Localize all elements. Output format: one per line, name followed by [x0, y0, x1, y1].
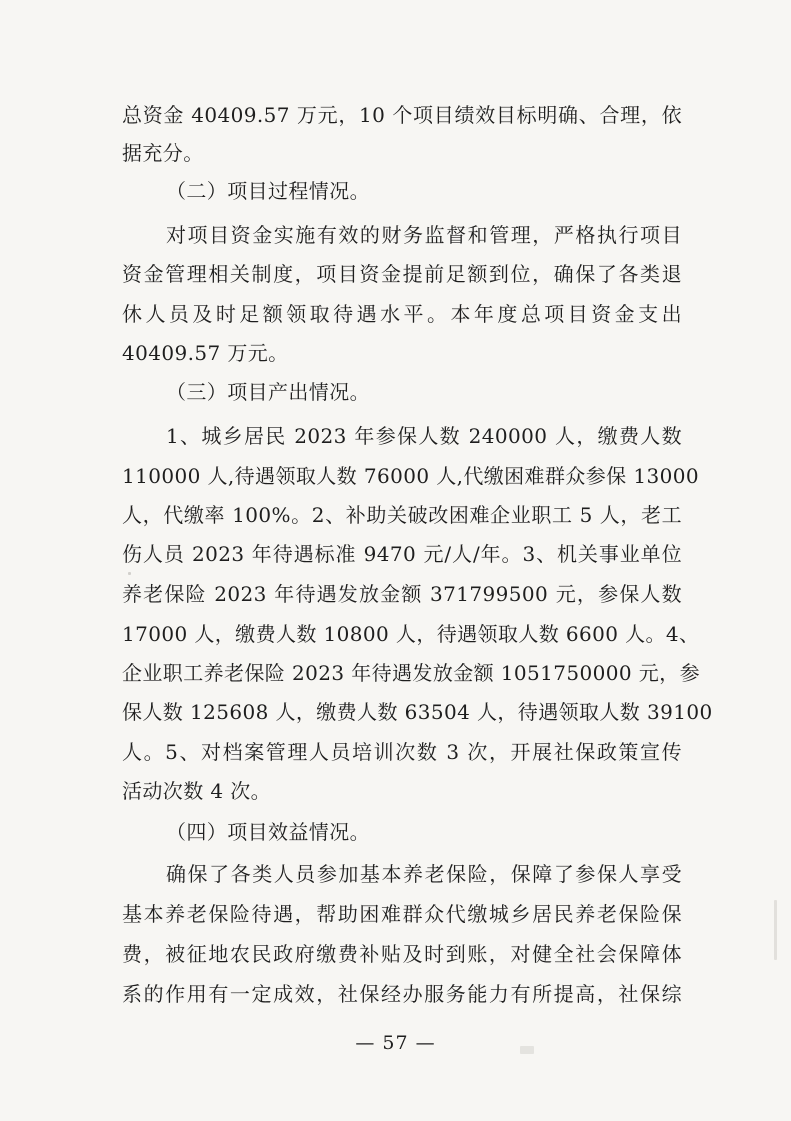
- text-line: 40409.57 万元。: [122, 341, 289, 365]
- text-line: 人。5、对档案管理人员培训次数 3 次，开展社保政策宣传: [122, 740, 682, 764]
- text-line: 总资金 40409.57 万元，10 个项目绩效目标明确、合理，依: [122, 103, 682, 127]
- page-number: — 57 —: [355, 1032, 436, 1054]
- text-line: 伤人员 2023 年待遇标准 9470 元/人/年。3、机关事业单位: [122, 542, 682, 566]
- text-line: 确保了各类人员参加基本养老保险，保障了参保人享受: [166, 862, 682, 886]
- text-line: 养老保险 2023 年待遇发放金额 371799500 元，参保人数: [122, 582, 682, 606]
- section-heading: （二）项目过程情况。: [166, 179, 370, 203]
- text-line: 1、城乡居民 2023 年参保人数 240000 人，缴费人数: [166, 424, 682, 448]
- text-line: 休人员及时足额领取待遇水平。本年度总项目资金支出: [122, 302, 682, 326]
- section-heading: （三）项目产出情况。: [166, 380, 370, 404]
- scan-smudge: [520, 1046, 534, 1054]
- text-line: 对项目资金实施有效的财务监督和管理，严格执行项目: [166, 223, 682, 247]
- text-line: 企业职工养老保险 2023 年待遇发放金额 1051750000 元，参: [122, 661, 700, 685]
- text-line: 17000 人，缴费人数 10800 人，待遇领取人数 6600 人。4、: [122, 622, 700, 646]
- text-line: 基本养老保险待遇，帮助困难群众代缴城乡居民养老保险保: [122, 902, 682, 926]
- section-heading: （四）项目效益情况。: [166, 820, 370, 844]
- text-line: 人，代缴率 100%。2、补助关破改困难企业职工 5 人，老工: [122, 503, 682, 527]
- text-line: 据充分。: [122, 141, 204, 165]
- text-line: 资金管理相关制度，项目资金提前足额到位，确保了各类退: [122, 262, 682, 286]
- text-line: 110000 人,待遇领取人数 76000 人,代缴困难群众参保 13000: [122, 464, 699, 488]
- text-line: 系的作用有一定成效，社保经办服务能力有所提高，社保综: [122, 982, 682, 1006]
- text-line: 保人数 125608 人，缴费人数 63504 人，待遇领取人数 39100: [122, 700, 713, 724]
- text-line: 活动次数 4 次。: [122, 779, 272, 803]
- scan-edge-mark: [774, 900, 777, 960]
- scan-speck: [512, 754, 516, 757]
- scan-speck: [128, 572, 131, 575]
- text-line: 费，被征地农民政府缴费补贴及时到账，对健全社会保障体: [122, 942, 682, 966]
